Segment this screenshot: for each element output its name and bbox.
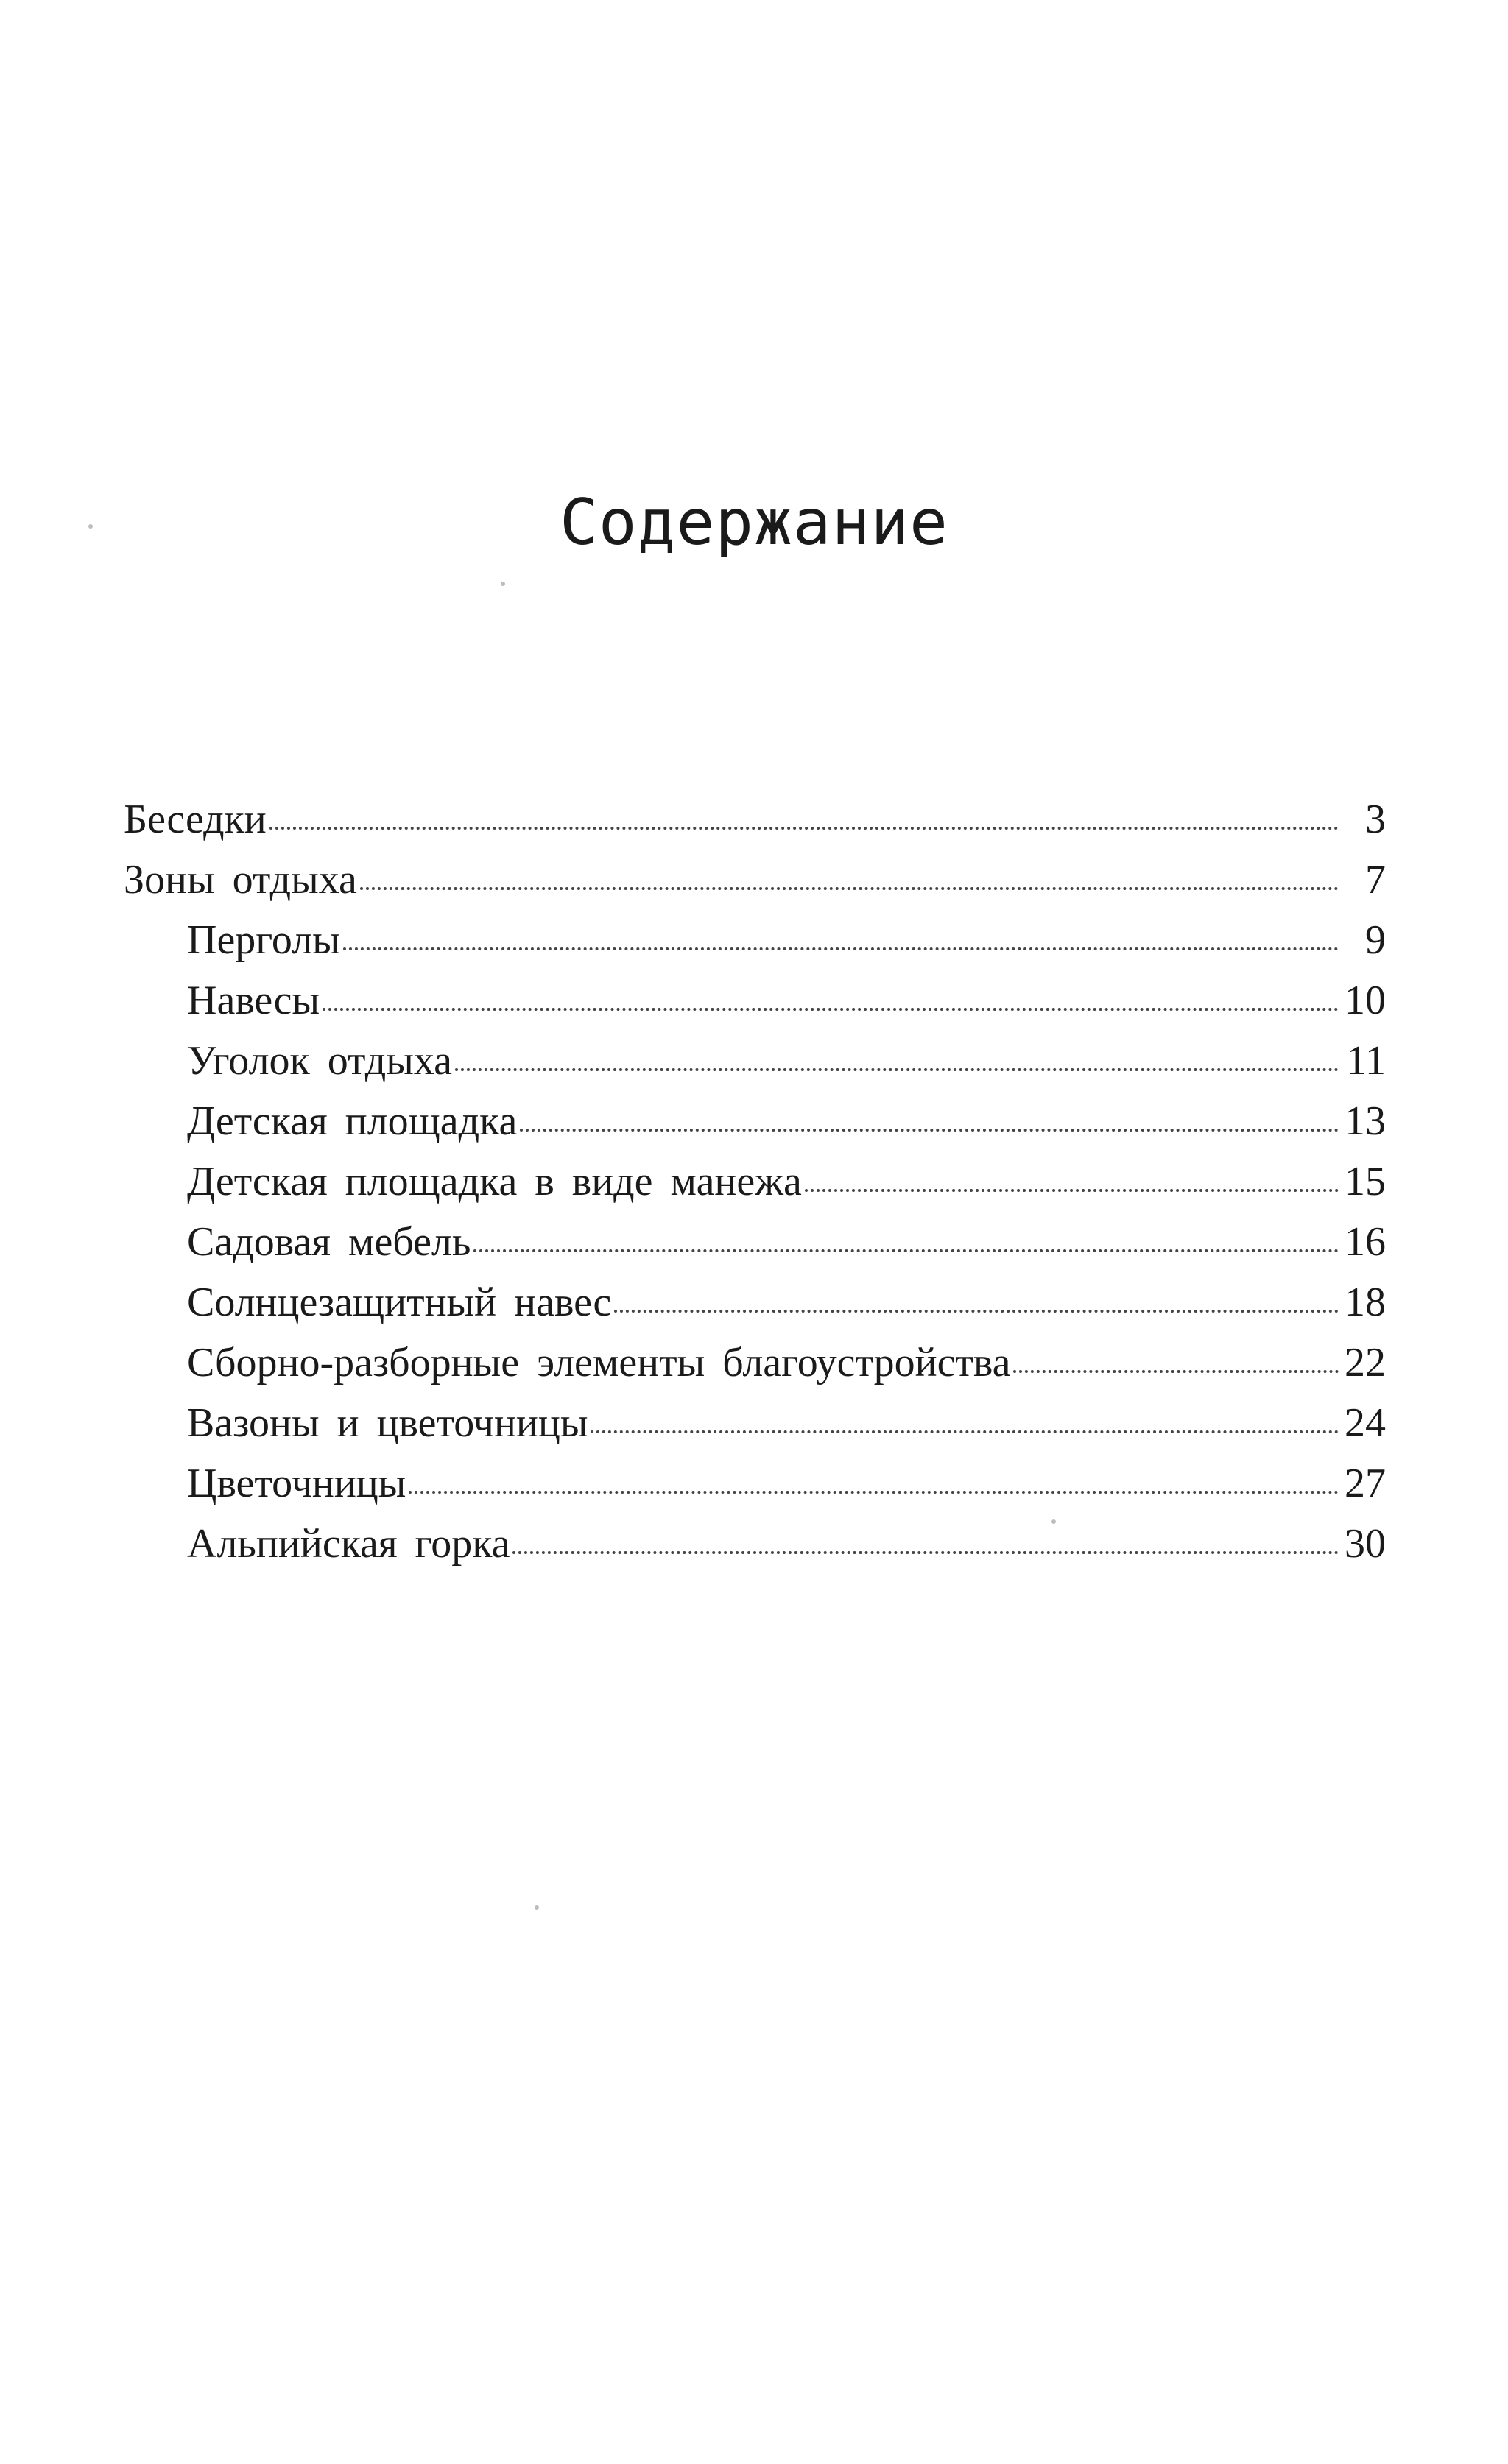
toc-entry: [124, 1332, 1386, 1393]
toc-leader-dots: [409, 1491, 1339, 1494]
toc-page-number: 7: [1365, 857, 1386, 903]
toc-entry: [124, 1091, 1386, 1151]
toc-page-number: 10: [1345, 978, 1386, 1023]
toc-entry-label: Солнцезащитный навес: [187, 1279, 612, 1325]
toc-leader-dots: [455, 1068, 1339, 1071]
toc-entry-label: Детская площадка в виде манежа: [187, 1159, 802, 1204]
toc-entry-label: Зоны отдыха: [124, 857, 357, 903]
toc-entry: [124, 789, 1386, 850]
toc-entry: [124, 850, 1386, 910]
toc-entry-label: Детская площадка: [187, 1098, 518, 1144]
toc-page-number: 27: [1345, 1461, 1386, 1506]
toc-entry: [124, 1393, 1386, 1453]
toc-leader-dots: [591, 1430, 1339, 1433]
toc-leader-dots: [473, 1249, 1339, 1252]
toc-entry: [124, 1151, 1386, 1212]
scan-speck: [535, 1905, 539, 1910]
toc-entry: [124, 1453, 1386, 1514]
toc-leader-dots: [269, 827, 1339, 830]
page-title: Содержание: [560, 486, 948, 559]
toc-entry: [124, 1514, 1386, 1574]
toc-entry-label: Цветочницы: [187, 1461, 406, 1506]
toc-entry-label: Перголы: [187, 917, 340, 963]
toc-page-number: 13: [1345, 1098, 1386, 1144]
toc-entry-label: Сборно-разборные элементы благоустройства: [187, 1340, 1011, 1385]
toc-leader-dots: [520, 1129, 1339, 1132]
toc-entry-label: Беседки: [124, 797, 267, 842]
toc-entry-label: Садовая мебель: [187, 1219, 471, 1265]
toc-page-number: 24: [1345, 1400, 1386, 1446]
toc-leader-dots: [343, 947, 1339, 950]
toc-entry-label: Навесы: [187, 978, 320, 1023]
toc-leader-dots: [614, 1310, 1339, 1313]
toc-page-number: 11: [1346, 1038, 1386, 1084]
toc-page-number: 18: [1345, 1279, 1386, 1325]
toc-leader-dots: [360, 887, 1339, 890]
toc-entry-label: Вазоны и цветочницы: [187, 1400, 588, 1446]
scan-speck: [501, 582, 505, 586]
toc-entry: [124, 1212, 1386, 1272]
toc-page-number: 15: [1345, 1159, 1386, 1204]
toc-entry: [124, 1272, 1386, 1332]
toc-page-number: 30: [1345, 1521, 1386, 1567]
toc-page-number: 9: [1365, 917, 1386, 963]
toc-entry: [124, 970, 1386, 1031]
toc-page-number: 3: [1365, 797, 1386, 842]
toc-leader-dots: [323, 1008, 1339, 1011]
scan-speck: [88, 524, 93, 529]
toc-entry: [124, 1031, 1386, 1091]
toc-entry-label: Уголок отдыха: [187, 1038, 452, 1084]
toc-page-number: 22: [1345, 1340, 1386, 1385]
toc-leader-dots: [512, 1551, 1339, 1554]
toc-entry: [124, 910, 1386, 970]
toc-leader-dots: [1013, 1370, 1339, 1373]
toc-entry-label: Альпийская горка: [187, 1521, 510, 1567]
toc-leader-dots: [805, 1189, 1339, 1192]
toc-page-number: 16: [1345, 1219, 1386, 1265]
scan-speck: [1051, 1519, 1056, 1524]
table-of-contents: [124, 789, 1386, 1574]
